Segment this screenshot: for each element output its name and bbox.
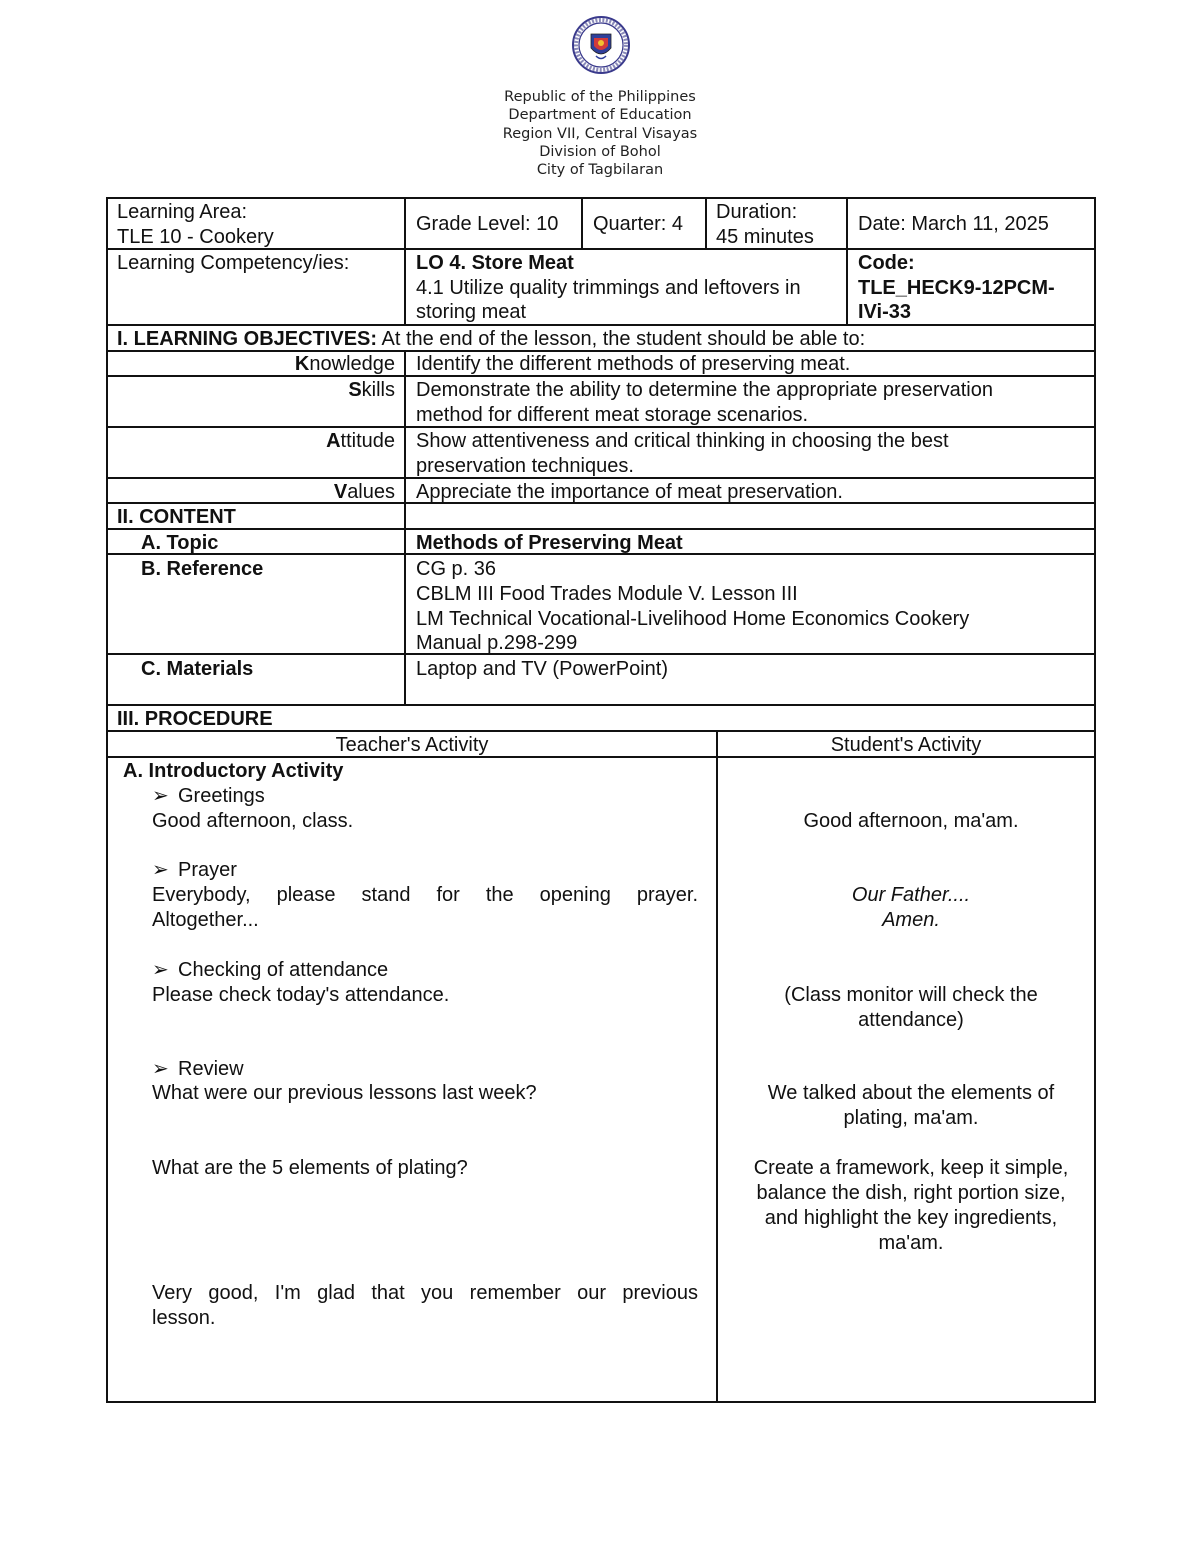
prayer-student-line-2: Amen. — [882, 909, 940, 931]
values-text: Appreciate the importance of meat preservation. — [416, 481, 843, 503]
skills-label: Skills — [348, 379, 395, 401]
review-student-answer-2-line-1: Create a framework, keep it simple, — [753, 1157, 1069, 1179]
review-teacher-praise-line-1: Very good, I'm glad that you remember our previous — [152, 1282, 698, 1304]
competency-title: LO 4. Store Meat — [416, 252, 574, 274]
skills-line-2: method for different meat storage scenarios. — [416, 404, 809, 426]
code-line-2: IVi-33 — [858, 301, 911, 323]
reference-label: B. Reference — [141, 558, 264, 580]
reference-line-1: CG p. 36 — [416, 558, 497, 580]
prayer-student-line-1: Our Father.... — [851, 884, 971, 906]
competency-label: Learning Competency/ies: — [117, 252, 350, 274]
duration-label: Duration: — [716, 201, 798, 223]
arrow-bullet-icon: ➢ — [152, 1058, 169, 1080]
attitude-line-1: Show attentiveness and critical thinking in choosing the best — [416, 430, 949, 452]
objectives-intro: At the end of the lesson, the student should be able to: — [377, 328, 866, 350]
greetings-teacher: Good afternoon, class. — [152, 810, 354, 832]
duration-value: 45 minutes — [716, 226, 814, 248]
review-teacher-question-1: What were our previous lessons last week? — [152, 1082, 537, 1104]
greetings-student: Good afternoon, ma'am. — [803, 810, 1019, 832]
deped-seal-logo — [572, 16, 630, 74]
grade-level: Grade Level: 10 — [416, 213, 559, 235]
review-student-answer-1-line-1: We talked about the elements of — [767, 1082, 1055, 1104]
materials-label: C. Materials — [141, 658, 254, 680]
learning-area-value: TLE 10 - Cookery — [117, 226, 274, 248]
header-line-republic: Republic of the Philippines — [504, 89, 696, 105]
header-line-city: City of Tagbilaran — [536, 162, 664, 179]
review-student-answer-1-line-2: plating, ma'am. — [843, 1107, 979, 1129]
reference-line-3: LM Technical Vocational-Livelihood Home Economics Cookery — [416, 608, 970, 630]
greetings-item: ➢ Greetings — [152, 785, 265, 807]
values-label: Values — [333, 481, 395, 503]
teacher-activity-header: Teacher's Activity — [335, 734, 489, 756]
attendance-student-line-2: attendance) — [858, 1009, 964, 1031]
content-heading: II. CONTENT — [117, 506, 236, 528]
materials-value: Laptop and TV (PowerPoint) — [416, 658, 669, 680]
competency-line-1: 4.1 Utilize quality trimmings and leftovers in — [416, 277, 801, 299]
arrow-bullet-icon: ➢ — [152, 785, 169, 807]
reference-line-4: Manual p.298-299 — [416, 632, 578, 654]
code-label: Code: — [858, 252, 915, 274]
quarter: Quarter: 4 — [593, 213, 684, 235]
attitude-label: Attitude — [326, 430, 395, 452]
knowledge-label: Knowledge — [294, 353, 395, 375]
reference-line-2: CBLM III Food Trades Module V. Lesson III — [416, 583, 798, 605]
competency-line-2: storing meat — [416, 301, 527, 323]
procedure-heading: III. PROCEDURE — [117, 708, 273, 730]
learning-area-label: Learning Area: — [117, 201, 248, 223]
arrow-bullet-icon: ➢ — [152, 959, 169, 981]
attendance-teacher: Please check today's attendance. — [152, 984, 450, 1006]
review-teacher-question-2: What are the 5 elements of plating? — [152, 1157, 468, 1179]
topic-value: Methods of Preserving Meat — [416, 532, 683, 554]
review-item: ➢ Review — [152, 1058, 244, 1080]
skills-line-1: Demonstrate the ability to determine the appropriate preservation — [416, 379, 993, 401]
prayer-teacher-line-2: Altogether... — [152, 909, 259, 931]
review-teacher-praise-line-2: lesson. — [152, 1307, 216, 1329]
arrow-bullet-icon: ➢ — [152, 859, 169, 881]
document-header — [0, 88, 1200, 179]
attendance-item: ➢ Checking of attendance — [152, 959, 389, 981]
objectives-heading: I. LEARNING OBJECTIVES: — [117, 328, 378, 350]
attendance-student-line-1: (Class monitor will check the — [784, 984, 1038, 1006]
topic-label: A. Topic — [141, 532, 219, 554]
knowledge-text: Identify the different methods of preserving meat. — [416, 353, 851, 375]
code-line-1: TLE_HECK9-12PCM- — [858, 277, 1055, 299]
introductory-activity-heading: A. Introductory Activity — [123, 760, 344, 782]
review-student-answer-2-line-4: ma'am. — [878, 1232, 944, 1254]
student-activity-header: Student's Activity — [830, 734, 982, 756]
review-student-answer-2-line-2: balance the dish, right portion size, — [756, 1182, 1066, 1204]
review-student-answer-2-line-3: and highlight the key ingredients, — [764, 1207, 1058, 1229]
header-line-department: Department of Education — [508, 107, 692, 124]
prayer-teacher-line-1: Everybody, please stand for the opening prayer. — [152, 884, 698, 906]
header-line-region: Region VII, Central Visayas — [502, 125, 698, 142]
prayer-item: ➢ Prayer — [152, 859, 237, 881]
date: Date: March 11, 2025 — [858, 213, 1049, 235]
objectives-heading-row — [117, 327, 865, 352]
header-line-division: Division of Bohol — [539, 143, 661, 160]
attitude-line-2: preservation techniques. — [416, 455, 634, 477]
